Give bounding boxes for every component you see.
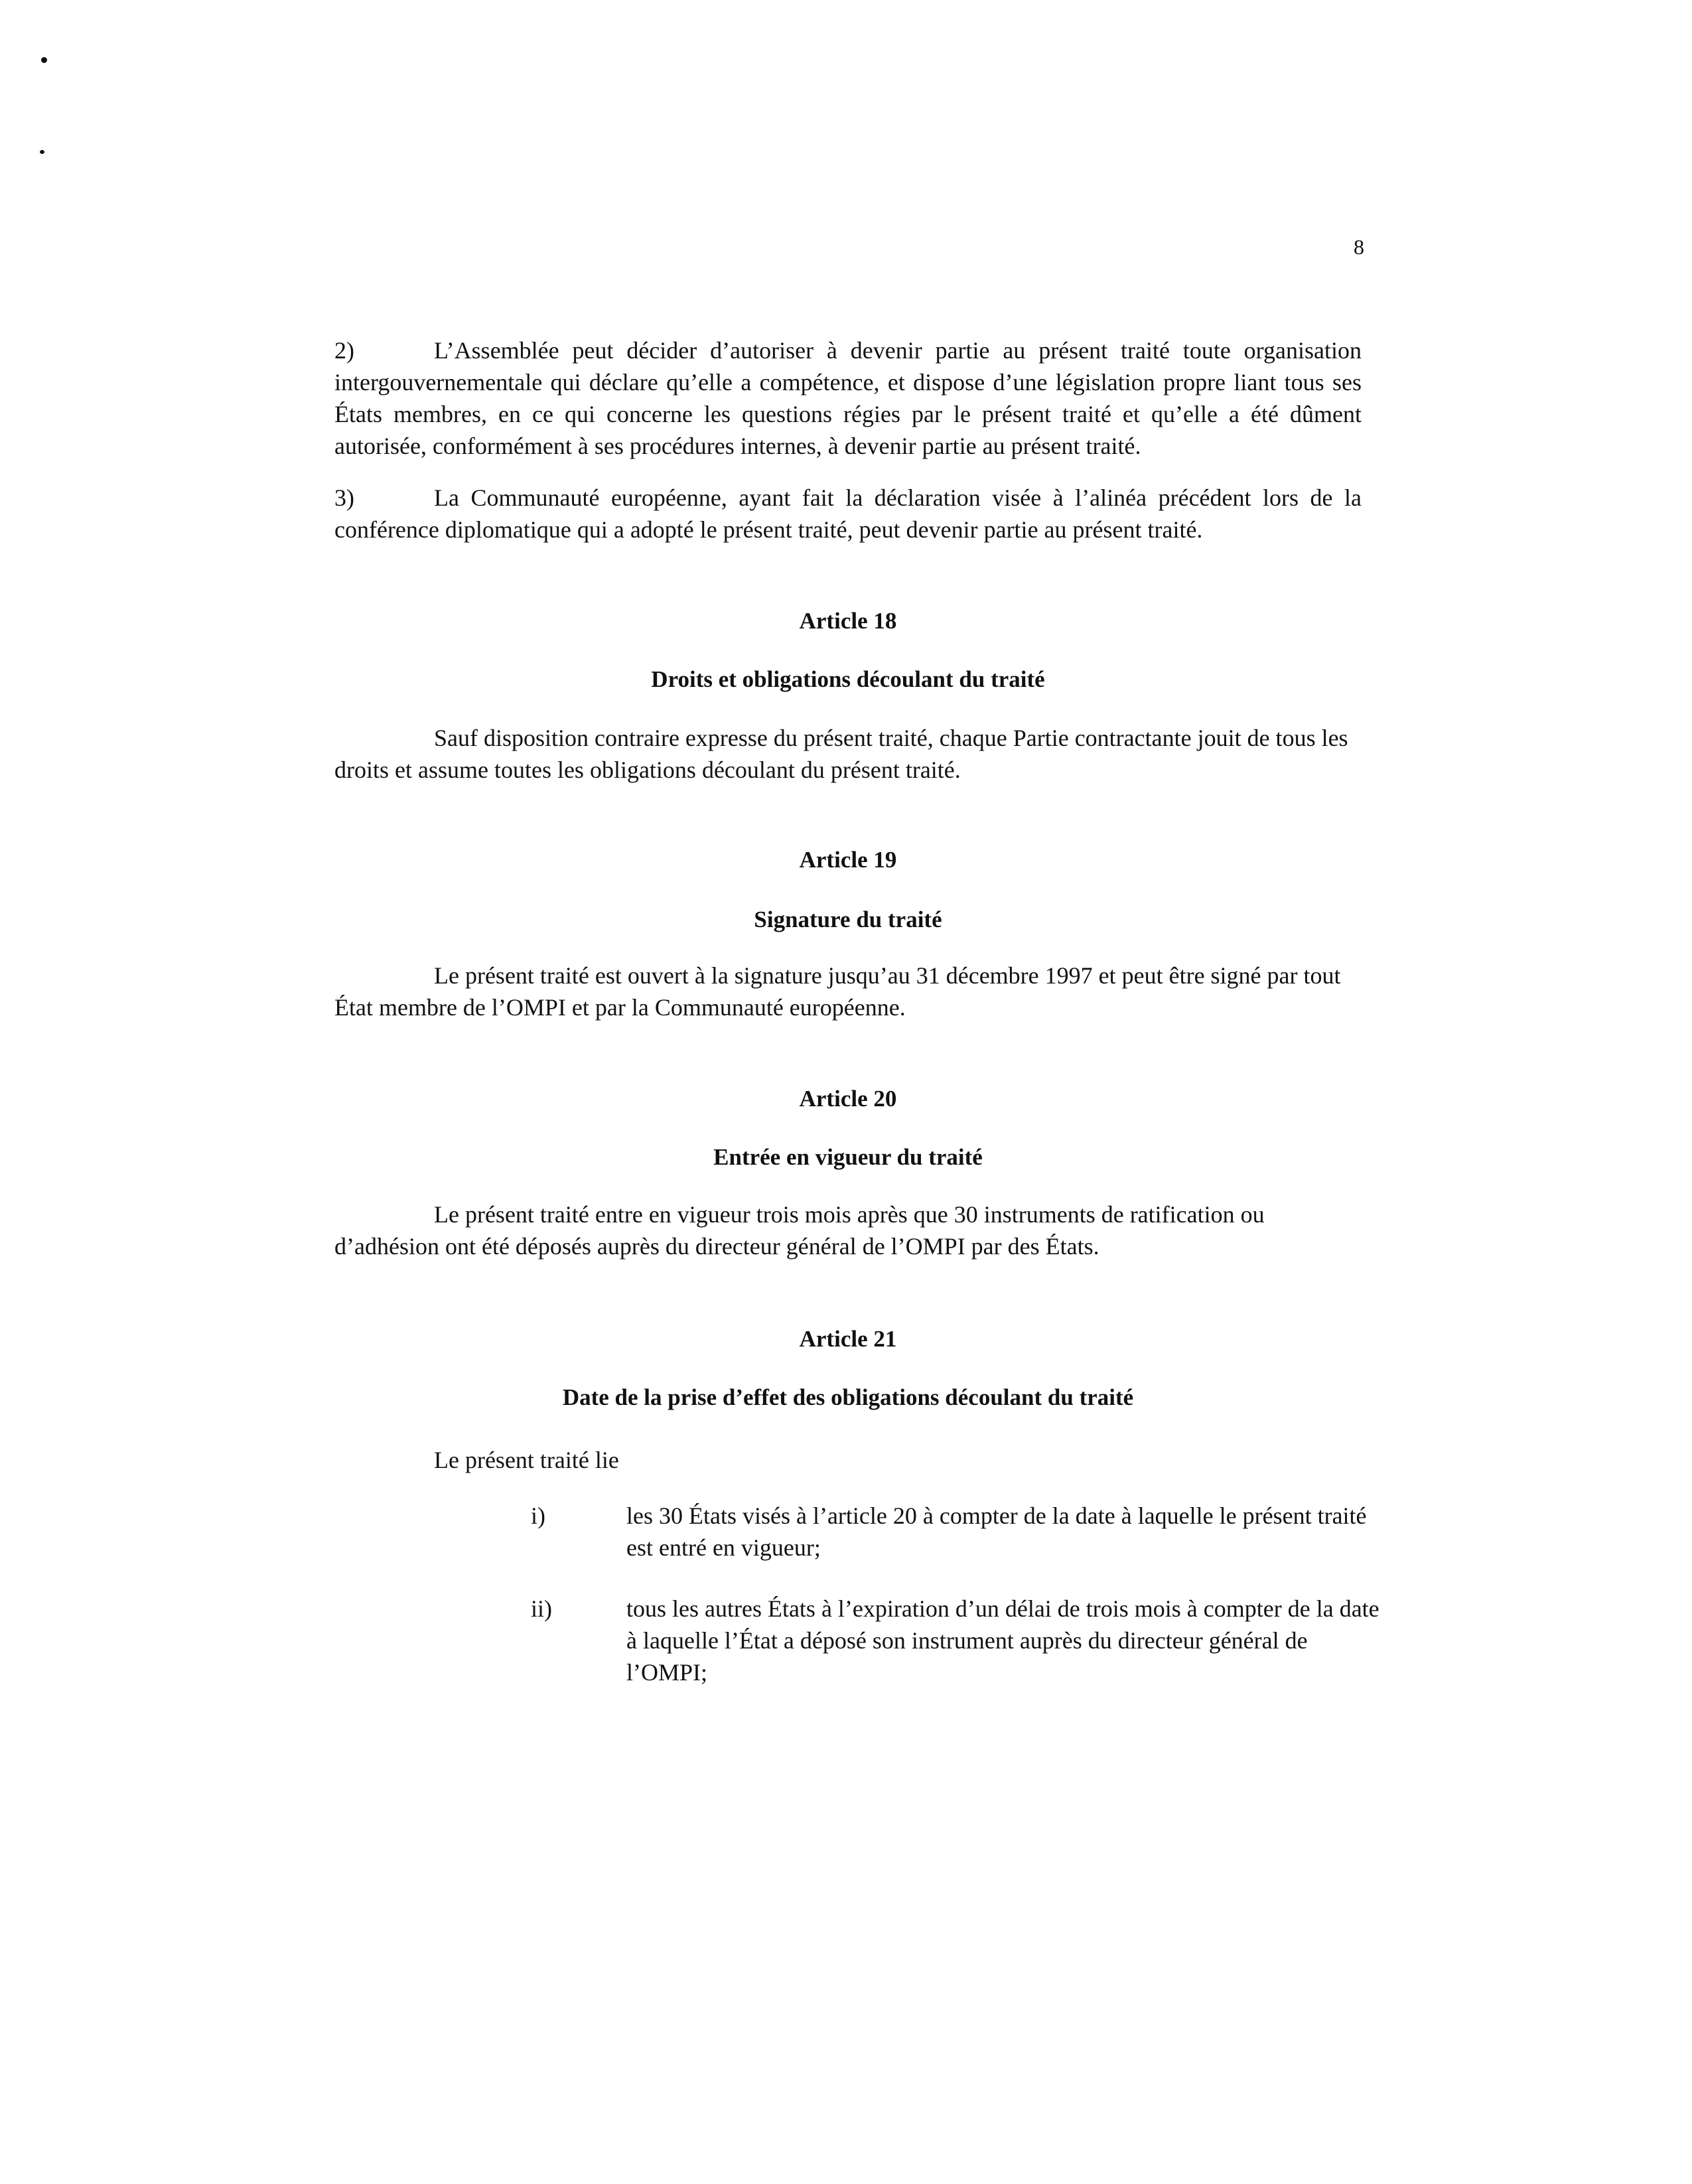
article-18-title: Droits et obligations découlant du traité	[651, 666, 1045, 692]
article-19-heading: Article 19	[799, 847, 897, 873]
scan-speck-top	[41, 57, 47, 63]
list-item-i-text: les 30 États visés à l’article 20 à compter de la date à laquelle le présent traité est entré en vigueur;	[626, 1502, 1367, 1561]
article-21-heading: Article 21	[799, 1326, 897, 1352]
paragraph-3-text: La Communauté européenne, ayant fait la déclaration visée à l’alinéa précédent lors de la conférence diplomatique qui a adopté le présent traité, peut devenir partie au présent traité.	[334, 484, 1362, 543]
article-19-title: Signature du traité	[754, 907, 942, 932]
article-21-intro: Le présent traité lie	[434, 1447, 619, 1473]
page-number: 8	[1354, 235, 1364, 259]
list-item-ii	[531, 1593, 1380, 1688]
scan-speck-lower	[40, 150, 44, 154]
paragraph-2-text: L’Assemblée peut décider d’autoriser à devenir partie au présent traité toute organisation intergouvernementale qui déclare qu’elle a compétence, et dispose d’une législation propre liant tous ses États membres, en ce qui concerne les questions régies par le présent traité et qu’elle a été dûment autorisée, conformément à ses procédures internes, à devenir partie au présent traité.	[334, 337, 1362, 459]
paragraph-3	[334, 482, 1362, 546]
list-item-i	[531, 1500, 1380, 1564]
article-20-title: Entrée en vigueur du traité	[713, 1144, 983, 1170]
paragraph-3-number: 3)	[334, 484, 354, 511]
list-item-ii-label: ii)	[531, 1595, 552, 1622]
list-item-i-label: i)	[531, 1502, 545, 1529]
article-18-heading: Article 18	[799, 608, 897, 634]
article-19-body: Le présent traité est ouvert à la signature jusqu’au 31 décembre 1997 et peut être signé par tout État membre de l’OMPI et par la Communauté européenne.	[334, 962, 1341, 1021]
article-20-body: Le présent traité entre en vigueur trois mois après que 30 instruments de ratification ou d’adhésion ont été déposés auprès du directeur général de l’OMPI par des États.	[334, 1201, 1265, 1260]
article-21-title: Date de la prise d’effet des obligations découlant du traité	[562, 1384, 1134, 1410]
article-18-body: Sauf disposition contraire expresse du présent traité, chaque Partie contractante jouit de tous les droits et assume toutes les obligations découlant du présent traité.	[334, 725, 1348, 783]
paragraph-2-number: 2)	[334, 337, 354, 364]
article-20-heading: Article 20	[799, 1086, 897, 1112]
list-item-ii-text: tous les autres États à l’expiration d’un délai de trois mois à compter de la date à laquelle l’État a déposé son instrument auprès du directeur général de l’OMPI;	[626, 1595, 1379, 1686]
paragraph-2	[334, 334, 1362, 462]
